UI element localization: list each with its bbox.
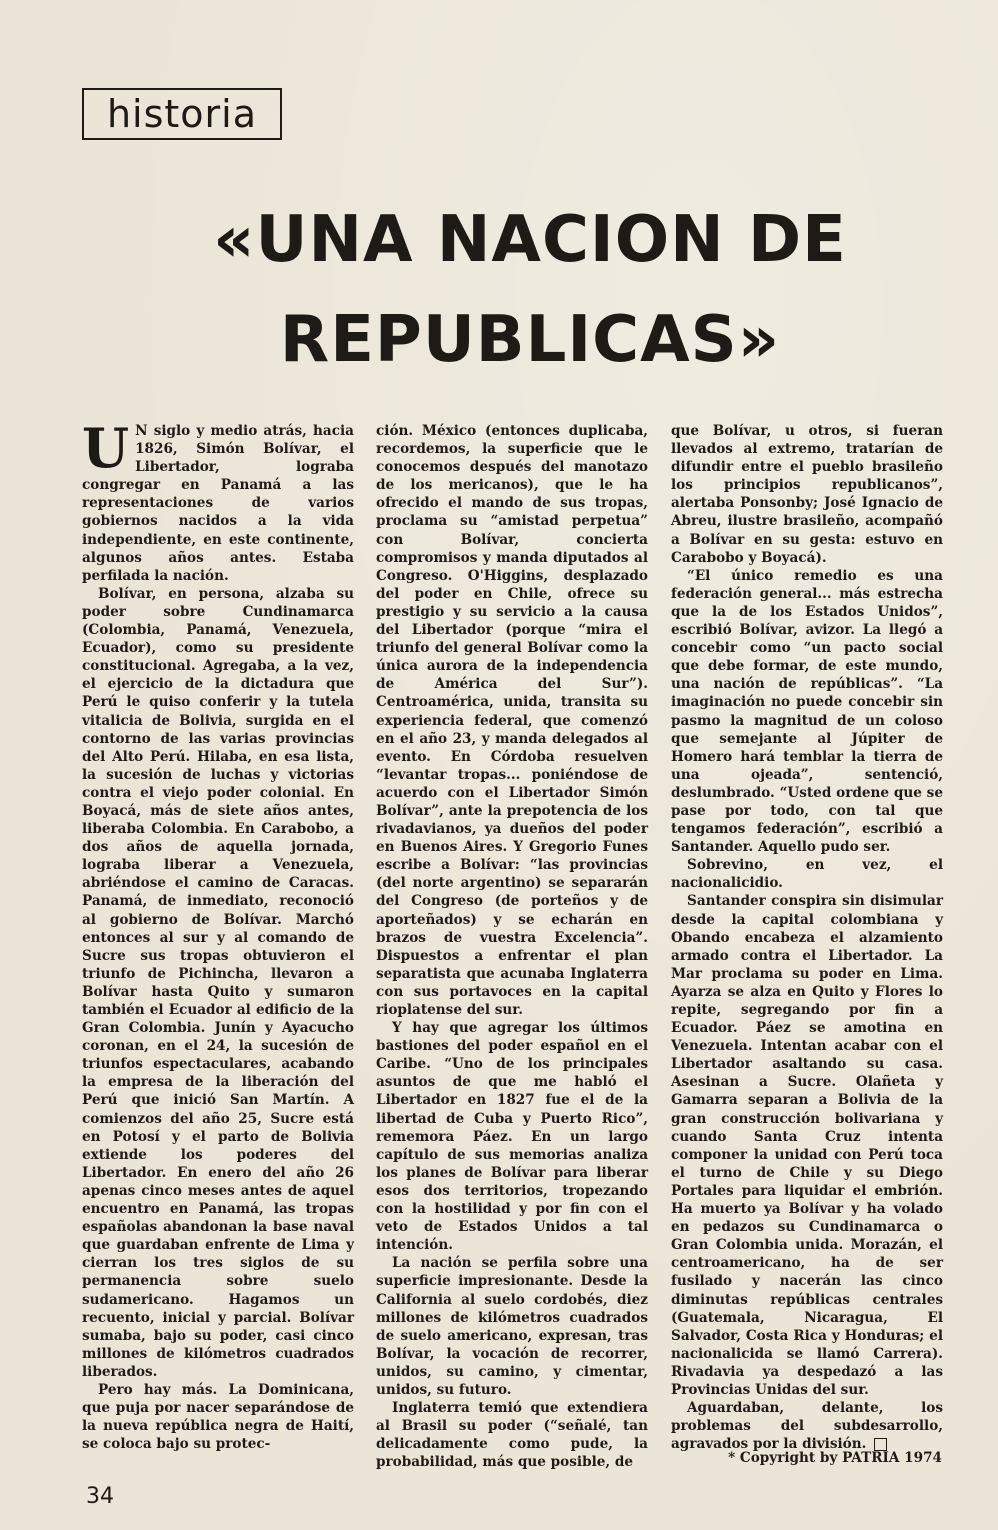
paragraph: Y hay que agregar los últimos bastiones del poder español en el Caribe. “Uno de los principales asuntos de que me habló el Libertador en 1827 fue el de la libertad de Cuba y Puerto Rico”, rememora Páez. En un largo capítulo de sus memorias analiza los planes de Bolívar para liberar esos dos territorios, tropezando con la hostilidad y por fin con el veto de Estados Unidos a tal intención. xyxy=(376,1020,648,1254)
section-label-box xyxy=(82,88,282,140)
text-column-2 xyxy=(376,422,648,1471)
paragraph: Sobrevino, en vez, el nacionalicidio. xyxy=(671,857,943,892)
article-body xyxy=(0,416,998,1482)
article-headline xyxy=(150,190,910,390)
paragraph xyxy=(82,416,354,585)
section-label: historia xyxy=(106,92,258,136)
paragraph-text: Aguardaban, delante, los problemas del subdesarrollo, agravados por la división. xyxy=(671,1400,943,1453)
paragraph: “El único remedio es una federación general... más estrecha que la de los Estados Unidos”, escribió Bolívar, avizor. La llegó a concebir como “un pacto social que debe formar, de este mundo, una nación de repúblicas”. “La imaginación no puede concebir sin pasmo la magnitud de un coloso que semejante al Júpiter de Homero hará temblar la tierra de una ojeada”, sentenció, deslumbrado. “Usted ordene que se pase por todo, con tal que tengamos federación”, escribió a Santander. Aquello pudo ser. xyxy=(671,567,943,856)
page-number: 34 xyxy=(86,1484,114,1509)
text-column-3 xyxy=(671,422,943,1453)
paragraph: Inglaterra temió que extendiera al Brasil su poder (“señalé, tan delicadamente como pude, la probabilidad, más que posible, de xyxy=(376,1400,648,1471)
paragraph: Santander conspira sin disimular desde la capital colombiana y Obando encabeza el alzamiento armado contra el Libertador. La Mar proclama su poder en Lima. Ayarza se alza en Quito y Flores lo repite, segregando por fin a Ecuador. Páez se amotina en Venezuela. Intentan acabar con el Libertador asaltando su casa. Asesinan a Sucre. Olañeta y Gamarra separan a Bolivia de la gran construcción bolivariana y cuando Santa Cruz intenta componer la unidad con Perú toca el turno de Chile y su Diego Portales para liquidar el embrión. Ha muerto ya Bolívar y ha volado en pedazos su Cundinamarca o Gran Colombia unida. Morazán, el centroamericano, ha de ser fusilado y nacerán las cinco diminutas repúblicas centrales (Guatemala, Nicaragua, El Salvador, Costa Rica y Honduras; el nacionalicida se llamó Carrera). Rivadavia ya despedazó a las Provincias Unidas del sur. xyxy=(671,893,943,1398)
paragraph xyxy=(671,1399,943,1453)
drop-cap: U xyxy=(82,416,130,480)
headline-line-1: «UNA NACION DE xyxy=(213,203,847,277)
paragraph: ción. México (entonces duplicaba, recordemos, la superficie que le conocemos después del manotazo de los mericanos), que le ha ofrecido el mando de sus tropas, proclama su “amistad perpetua” con Bolívar, concierta compromisos y manda diputados al Congreso. O'Higgins, desplazado del poder en Chile, ofrece su prestigio y su servicio a la causa del Libertador (porque “mira el triunfo del general Bolívar como la única aurora de la independencia de América del Sur”). Centroamérica, unida, transita su experiencia federal, que comenzó en el año 23, y manda delegados al evento. En Córdoba resuelven “levantar tropas... poniéndose de acuerdo con el Libertador Simón Bolívar”, ante la prepotencia de los rivadavianos, ya dueños del poder en Buenos Aires. Y Gregorio Funes escribe a Bolívar: “las provincias (del norte argentino) se separarán del Congreso (de porteños y de aporteñados) y se echarán en brazos de vuestra Excelencia”. Dispuestos a enfrentar el plan separatista que acunaba Inglaterra con sus portavoces en la capital rioplatense del sur. xyxy=(376,423,648,1018)
paragraph: Bolívar, en persona, alzaba su poder sobre Cundinamarca (Colombia, Panamá, Venezuela, Ecuador), como su presidente constitucional. Agregaba, a la vez, el ejercicio de la dictadura que Perú le quiso conferir y la tutela vitalicia de Bolivia, surgida en el contorno de las varias provincias del Alto Perú. Hilaba, en esa lista, la sucesión de luchas y victorias contra el viejo poder colonial. En Boyacá, más de siete años antes, liberaba Colombia. En Carabobo, a dos años de aquella jornada, lograba liberar a Venezuela, abriéndose el camino de Caracas. Panamá, de inmediato, reconoció al gobierno de Bolívar. Marchó entonces al sur y al comando de Sucre sus tropas obtuvieron el triunfo de Pichincha, llevaron a Bolívar hasta Quito y sumaron también el Ecuador al edificio de la Gran Colombia. Junín y Ayacucho coronan, en el 24, la sucesión de triunfos espectaculares, acabando la empresa de la liberación del Perú que inició San Martín. A comienzos del año 25, Sucre está en Potosí y el parto de Bolivia extiende los poderes del Libertador. En enero del año 26 apenas cinco meses antes de aquel encuentro en Panamá, las tropas españolas abandonan la base naval que guardaban enfrente de Lima y cierran los tres siglos de su permanencia sobre suelo sudamericano. Hagamos un recuento, inicial y parcial. Bolívar sumaba, bajo su poder, casi cinco millones de kilómetros cuadrados liberados. xyxy=(82,585,354,1380)
copyright-notice: * Copyright by PATRIA 1974 xyxy=(728,1450,942,1466)
text-column-1 xyxy=(82,416,354,1453)
paragraph: que Bolívar, u otros, si fueran llevados al extremo, tratarían de difundir entre el pueblo brasileño los principios republicanos”, alertaba Ponsonby; José Ignacio de Abreu, ilustre brasileño, acompañó a Bolívar en su gesta: estuvo en Carabobo y Boyacá). xyxy=(671,423,943,566)
paragraph-text: N siglo y medio atrás, hacia 1826, Simón Bolívar, el Libertador, lograba congregar en Panamá a las representaciones de varios gobiernos nacidos a la vida independiente, en este continente, algunos años antes. Estaba perfilada la nación. xyxy=(82,423,354,584)
paragraph: Pero hay más. La Dominicana, que puja por nacer separándose de la nueva república negra de Haití, se coloca bajo su protec- xyxy=(82,1381,354,1453)
paragraph: La nación se perfila sobre una superficie impresionante. Desde la California al suelo cordobés, diez millones de kilómetros cuadrados de suelo americano, expresan, tras Bolívar, la vocación de recorrer, unidos, su camino, y cimentar, unidos, su futuro. xyxy=(376,1255,648,1398)
headline-line-2: REPUBLICAS» xyxy=(279,303,781,377)
